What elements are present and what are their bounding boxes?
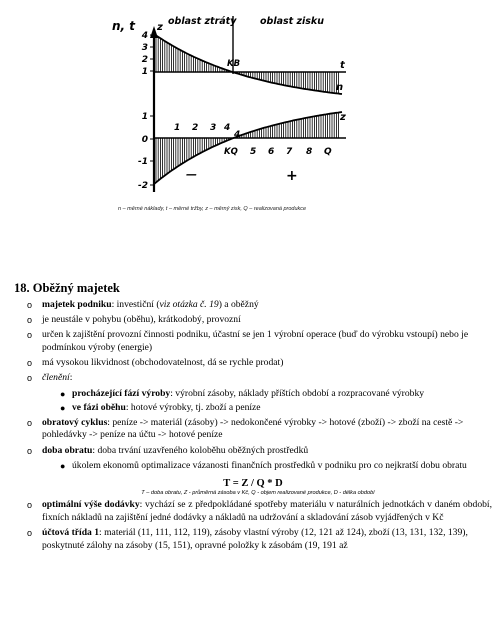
x-tick-label: 8 <box>306 147 313 157</box>
x-tick-label: 3 <box>210 123 217 133</box>
y-tick-label: 1 <box>141 67 148 77</box>
formula: T = Z / Q * D <box>223 478 283 490</box>
sub-list-item: ● procházející fází výroby: výrobní zásoby, náklady příštích období a rozpracované výrobky <box>60 387 425 399</box>
x-tick-label: 5 <box>250 147 257 157</box>
list-item: o je neustále v pohybu (oběhu), krátkodobý, provozní <box>27 314 241 326</box>
section-obezny-majetek <box>14 281 492 555</box>
cost-revenue-chart <box>110 12 380 204</box>
region-loss-label: oblast ztráty <box>168 16 237 27</box>
dot-bullet-icon: ● <box>60 460 66 471</box>
x-tick-label: 4 <box>224 123 231 133</box>
section-title: 18. Oběžný majetek <box>14 281 120 295</box>
circle-bullet-icon: o <box>27 445 33 456</box>
formula-block <box>14 478 492 496</box>
chart-caption: n – měrné náklady, t – měrné tržby, z – měrný zisk, Q – realizovaná produkce <box>118 206 307 212</box>
minus-sign: — <box>186 168 197 181</box>
x-tick-label: Q <box>324 147 332 157</box>
circle-bullet-icon: o <box>27 358 33 369</box>
circle-bullet-icon: o <box>27 373 33 384</box>
circle-bullet-icon: o <box>27 330 33 341</box>
x-tick-label: 1 <box>174 123 181 133</box>
dot-bullet-icon: ● <box>60 403 66 414</box>
list-item: o optimální výše dodávky: vychází se z předpokládané spotřeby materiálu v naturálních jednotkách v daném období, fixních nákladů na zajištění jedné dodávky a nákladů na udržování a skladování zásob vyjádřených v Kč <box>27 499 492 523</box>
bullet-list <box>14 299 492 552</box>
y-tick-label: 2 <box>141 55 148 65</box>
list-item: o určen k zajištění provozní činnosti podniku, účastní se jen 1 výrobní operace (buď do výrobku vstoupí) nebo je podmínkou výroby (energie) <box>27 329 469 353</box>
list-item: o majetek podniku: investiční (viz otázka č. 19) a oběžný <box>27 299 259 310</box>
chart-svg <box>110 12 380 204</box>
y-tick-label: 0 <box>141 135 148 145</box>
curve-t-label: t <box>340 60 345 71</box>
plus-sign: + <box>286 168 298 184</box>
x-tick-label: 4 <box>234 130 241 140</box>
curve-z-top-label: z <box>157 22 163 33</box>
x-tick-label: 7 <box>286 147 293 157</box>
list-item: o členění: <box>27 372 73 384</box>
y-tick-label: 3 <box>141 43 148 53</box>
x-tick-label: 6 <box>268 147 275 157</box>
sub-list-item: ● ve fázi oběhu: hotové výrobky, tj. zboží a peníze <box>60 402 261 414</box>
sub-list-item: ● úkolem ekonomů optimalizace vázanosti finančních prostředků v podniku pro co nejkratší dobu obratu <box>60 459 467 471</box>
dot-bullet-icon: ● <box>60 388 66 399</box>
y-tick-label: -1 <box>138 157 148 167</box>
kq-label: KQ <box>224 147 238 157</box>
y-ticks-lower <box>138 112 154 191</box>
circle-bullet-icon: o <box>27 300 33 310</box>
y-tick-label: -2 <box>138 181 148 191</box>
kb-label: KB <box>227 59 241 69</box>
y-tick-label: 4 <box>141 31 148 41</box>
hatch-upper <box>156 35 339 93</box>
y-tick-label: 1 <box>141 112 148 122</box>
y-axis-label: n, t <box>112 19 136 33</box>
x-tick-label: 2 <box>192 123 199 133</box>
circle-bullet-icon: o <box>27 315 33 326</box>
formula-caption: T – doba obratu, Z - průměrná zásoba v Kč, Q - objem realizované produkce, D - délka období <box>141 490 375 497</box>
list-item: o obratový cyklus: peníze -> materiál (zásoby) -> nedokončené výrobky -> hotové (zboží) -> zboží na cestě -> pohledávky -> peníze na účtu -> hotové peníze <box>27 416 464 441</box>
curve-n-label: n <box>336 82 344 93</box>
region-profit-label: oblast zisku <box>260 16 325 27</box>
circle-bullet-icon: o <box>27 500 33 511</box>
list-item: o účtová třída 1: materiál (11, 111, 112, 119), zásoby vlastní výroby (12, 121 až 124), zboží (13, 131, 132, 139), poskytnuté zálohy na zásoby (15, 151), opravné položky k zásobám (19, 191 až <box>27 527 468 551</box>
list-item: o má vysokou likvidnost (obchodovatelnost, dá se rychle prodat) <box>27 357 284 369</box>
curve-z-bottom-label: z <box>340 112 346 123</box>
circle-bullet-icon: o <box>27 528 33 539</box>
list-item: o doba obratu: doba trvání uzavřeného koloběhu oběžných prostředků <box>27 444 309 456</box>
circle-bullet-icon: o <box>27 417 33 428</box>
